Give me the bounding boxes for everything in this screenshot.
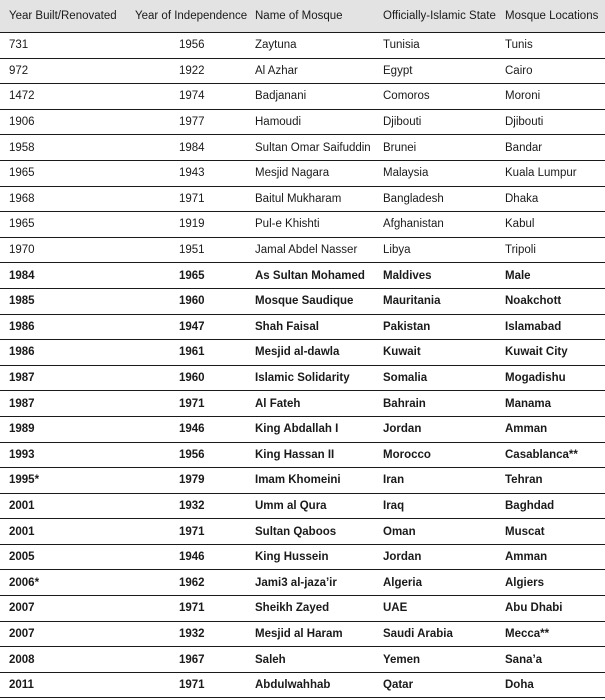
cell-mosque-location: Mecca** xyxy=(496,621,605,647)
cell-year-built: 1986 xyxy=(0,314,126,340)
cell-mosque-name: Sultan Qaboos xyxy=(246,519,374,545)
table-row xyxy=(0,544,605,570)
cell-year-independence: 1956 xyxy=(126,33,246,59)
cell-mosque-location: Amman xyxy=(496,416,605,442)
cell-mosque-location: Abu Dhabi xyxy=(496,596,605,622)
cell-mosque-location: Muscat xyxy=(496,519,605,545)
header-islamic-state: Officially-Islamic State xyxy=(374,0,496,33)
table-row xyxy=(0,135,605,161)
cell-year-built: 1965 xyxy=(0,212,126,238)
table-row xyxy=(0,493,605,519)
cell-year-independence: 1943 xyxy=(126,160,246,186)
cell-year-built: 2007 xyxy=(0,596,126,622)
cell-year-built: 1984 xyxy=(0,263,126,289)
cell-mosque-name: Saleh xyxy=(246,647,374,673)
cell-islamic-state: Qatar xyxy=(374,672,496,698)
cell-year-built: 2001 xyxy=(0,519,126,545)
cell-islamic-state: Oman xyxy=(374,519,496,545)
cell-islamic-state: Somalia xyxy=(374,365,496,391)
cell-year-independence: 1971 xyxy=(126,596,246,622)
cell-mosque-name: Jami3 al-jaza’ir xyxy=(246,570,374,596)
cell-year-built: 1985 xyxy=(0,288,126,314)
cell-mosque-name: Mesjid Nagara xyxy=(246,160,374,186)
table-row xyxy=(0,160,605,186)
table-row xyxy=(0,596,605,622)
cell-mosque-location: Kabul xyxy=(496,212,605,238)
cell-mosque-location: Tripoli xyxy=(496,237,605,263)
cell-islamic-state: Malaysia xyxy=(374,160,496,186)
cell-mosque-location: Doha xyxy=(496,672,605,698)
table-row xyxy=(0,391,605,417)
cell-mosque-name: Mesjid al Haram xyxy=(246,621,374,647)
table-row xyxy=(0,519,605,545)
cell-year-independence: 1977 xyxy=(126,109,246,135)
cell-mosque-name: Al Azhar xyxy=(246,58,374,84)
table-row xyxy=(0,84,605,110)
table-row xyxy=(0,570,605,596)
table-header xyxy=(0,0,605,33)
cell-islamic-state: Djibouti xyxy=(374,109,496,135)
cell-mosque-location: Kuala Lumpur xyxy=(496,160,605,186)
cell-mosque-name: Al Fateh xyxy=(246,391,374,417)
cell-mosque-location: Moroni xyxy=(496,84,605,110)
cell-year-built: 2008 xyxy=(0,647,126,673)
cell-mosque-name: Jamal Abdel Nasser xyxy=(246,237,374,263)
header-row xyxy=(0,0,605,33)
cell-year-built: 731 xyxy=(0,33,126,59)
cell-mosque-name: Pul-e Khishti xyxy=(246,212,374,238)
table-row xyxy=(0,58,605,84)
cell-year-built: 1987 xyxy=(0,365,126,391)
header-year-built: Year Built/Renovated xyxy=(0,0,126,33)
cell-mosque-location: Manama xyxy=(496,391,605,417)
cell-mosque-name: Sultan Omar Saifuddin xyxy=(246,135,374,161)
cell-islamic-state: Iraq xyxy=(374,493,496,519)
header-mosque-location: Mosque Locations xyxy=(496,0,605,33)
cell-islamic-state: Libya xyxy=(374,237,496,263)
cell-mosque-location: Dhaka xyxy=(496,186,605,212)
cell-mosque-location: Male xyxy=(496,263,605,289)
cell-mosque-location: Tehran xyxy=(496,468,605,494)
cell-year-independence: 1919 xyxy=(126,212,246,238)
table-row xyxy=(0,365,605,391)
cell-year-built: 1906 xyxy=(0,109,126,135)
cell-mosque-location: Casablanca** xyxy=(496,442,605,468)
cell-islamic-state: Afghanistan xyxy=(374,212,496,238)
cell-islamic-state: Egypt xyxy=(374,58,496,84)
table-row xyxy=(0,442,605,468)
cell-year-built: 1958 xyxy=(0,135,126,161)
cell-mosque-location: Algiers xyxy=(496,570,605,596)
cell-year-independence: 1932 xyxy=(126,493,246,519)
cell-year-built: 1965 xyxy=(0,160,126,186)
table-row xyxy=(0,109,605,135)
cell-mosque-name: Hamoudi xyxy=(246,109,374,135)
cell-year-built: 2005 xyxy=(0,544,126,570)
cell-year-built: 2006* xyxy=(0,570,126,596)
cell-mosque-location: Tunis xyxy=(496,33,605,59)
cell-year-independence: 1922 xyxy=(126,58,246,84)
cell-mosque-name: King Hassan II xyxy=(246,442,374,468)
cell-islamic-state: Mauritania xyxy=(374,288,496,314)
cell-islamic-state: Bangladesh xyxy=(374,186,496,212)
cell-mosque-name: Zaytuna xyxy=(246,33,374,59)
cell-year-independence: 1971 xyxy=(126,186,246,212)
cell-islamic-state: Comoros xyxy=(374,84,496,110)
table-row xyxy=(0,314,605,340)
cell-mosque-location: Sana’a xyxy=(496,647,605,673)
cell-year-built: 1995* xyxy=(0,468,126,494)
cell-year-independence: 1932 xyxy=(126,621,246,647)
cell-islamic-state: Brunei xyxy=(374,135,496,161)
cell-year-independence: 1965 xyxy=(126,263,246,289)
cell-year-built: 2007 xyxy=(0,621,126,647)
cell-mosque-name: King Abdallah I xyxy=(246,416,374,442)
table-row xyxy=(0,186,605,212)
cell-mosque-location: Djibouti xyxy=(496,109,605,135)
cell-year-independence: 1971 xyxy=(126,672,246,698)
cell-mosque-name: Mesjid al-dawla xyxy=(246,340,374,366)
cell-islamic-state: Tunisia xyxy=(374,33,496,59)
cell-year-independence: 1956 xyxy=(126,442,246,468)
cell-mosque-name: Umm al Qura xyxy=(246,493,374,519)
cell-mosque-location: Amman xyxy=(496,544,605,570)
cell-islamic-state: Morocco xyxy=(374,442,496,468)
cell-mosque-name: Mosque Saudique xyxy=(246,288,374,314)
cell-year-independence: 1951 xyxy=(126,237,246,263)
cell-year-independence: 1974 xyxy=(126,84,246,110)
table-row xyxy=(0,672,605,698)
table-row xyxy=(0,416,605,442)
cell-islamic-state: Algeria xyxy=(374,570,496,596)
cell-year-built: 1970 xyxy=(0,237,126,263)
cell-mosque-name: Sheikh Zayed xyxy=(246,596,374,622)
cell-year-independence: 1946 xyxy=(126,544,246,570)
cell-mosque-location: Noakchott xyxy=(496,288,605,314)
table-row xyxy=(0,212,605,238)
cell-year-independence: 1947 xyxy=(126,314,246,340)
header-year-independence: Year of Independence xyxy=(126,0,246,33)
table-row xyxy=(0,33,605,59)
header-mosque-name: Name of Mosque xyxy=(246,0,374,33)
cell-year-independence: 1979 xyxy=(126,468,246,494)
cell-islamic-state: Saudi Arabia xyxy=(374,621,496,647)
cell-year-built: 2011 xyxy=(0,672,126,698)
table-body xyxy=(0,33,605,698)
cell-year-independence: 1971 xyxy=(126,391,246,417)
cell-islamic-state: Bahrain xyxy=(374,391,496,417)
cell-islamic-state: Jordan xyxy=(374,544,496,570)
cell-year-built: 1993 xyxy=(0,442,126,468)
cell-islamic-state: Yemen xyxy=(374,647,496,673)
table-row xyxy=(0,647,605,673)
cell-mosque-name: King Hussein xyxy=(246,544,374,570)
cell-mosque-name: Badjanani xyxy=(246,84,374,110)
cell-year-built: 1987 xyxy=(0,391,126,417)
table-row xyxy=(0,621,605,647)
table-row xyxy=(0,263,605,289)
cell-mosque-name: As Sultan Mohamed xyxy=(246,263,374,289)
cell-mosque-location: Kuwait City xyxy=(496,340,605,366)
table-row xyxy=(0,340,605,366)
cell-year-independence: 1971 xyxy=(126,519,246,545)
cell-islamic-state: Pakistan xyxy=(374,314,496,340)
cell-islamic-state: Jordan xyxy=(374,416,496,442)
cell-year-independence: 1946 xyxy=(126,416,246,442)
cell-year-built: 1989 xyxy=(0,416,126,442)
cell-mosque-location: Islamabad xyxy=(496,314,605,340)
cell-year-built: 2001 xyxy=(0,493,126,519)
cell-year-built: 1472 xyxy=(0,84,126,110)
cell-year-independence: 1967 xyxy=(126,647,246,673)
cell-year-independence: 1961 xyxy=(126,340,246,366)
cell-mosque-name: Baitul Mukharam xyxy=(246,186,374,212)
cell-islamic-state: Maldives xyxy=(374,263,496,289)
cell-year-built: 1968 xyxy=(0,186,126,212)
cell-mosque-name: Islamic Solidarity xyxy=(246,365,374,391)
table-row xyxy=(0,468,605,494)
cell-islamic-state: Iran xyxy=(374,468,496,494)
cell-mosque-location: Baghdad xyxy=(496,493,605,519)
table-row xyxy=(0,237,605,263)
cell-mosque-location: Mogadishu xyxy=(496,365,605,391)
cell-year-independence: 1984 xyxy=(126,135,246,161)
cell-islamic-state: UAE xyxy=(374,596,496,622)
cell-islamic-state: Kuwait xyxy=(374,340,496,366)
cell-year-independence: 1962 xyxy=(126,570,246,596)
cell-mosque-name: Abdulwahhab xyxy=(246,672,374,698)
table-row xyxy=(0,288,605,314)
cell-mosque-location: Cairo xyxy=(496,58,605,84)
cell-mosque-name: Shah Faisal xyxy=(246,314,374,340)
cell-year-independence: 1960 xyxy=(126,288,246,314)
cell-year-built: 972 xyxy=(0,58,126,84)
cell-mosque-name: Imam Khomeini xyxy=(246,468,374,494)
cell-mosque-location: Bandar xyxy=(496,135,605,161)
cell-year-independence: 1960 xyxy=(126,365,246,391)
cell-year-built: 1986 xyxy=(0,340,126,366)
